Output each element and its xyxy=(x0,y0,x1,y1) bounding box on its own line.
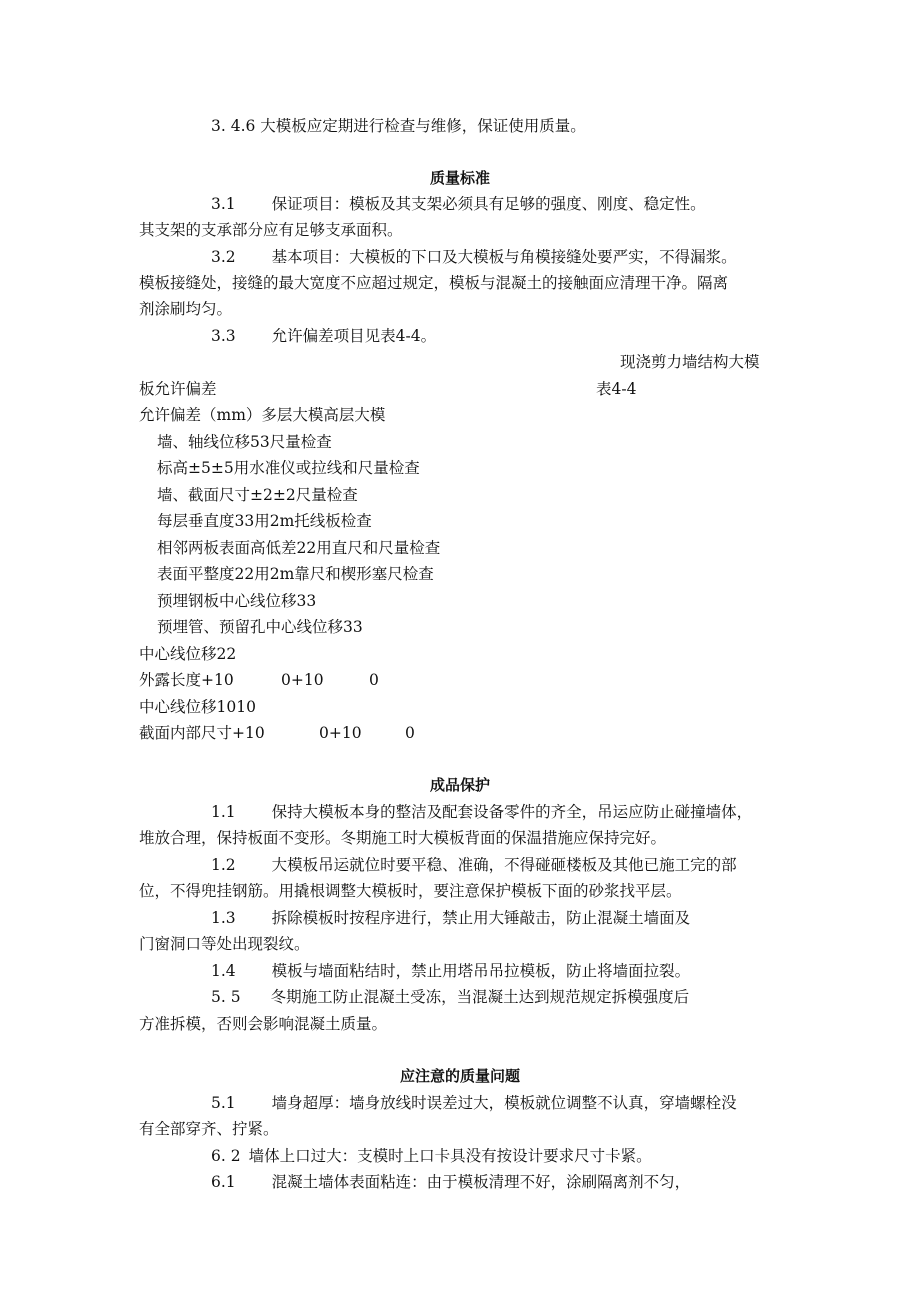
paragraph-1-2-line-2: 位，不得兜挂钢筋。用撬根调整大模板时，要注意保护模板下面的砂浆找平层。 xyxy=(139,882,682,900)
table-number: 表4-4 xyxy=(596,380,637,398)
paragraph-3-1-line-1: 3.1 保证项目：模板及其支架必须具有足够的强度、刚度、稳定性。 xyxy=(211,195,706,213)
table-row-section-size-value-2: 0 xyxy=(405,724,415,742)
heading-quality-standard: 质量标准 xyxy=(429,169,490,187)
paragraph-1-3-line-1: 1.3 拆除模板时按程序进行，禁止用大锤敲击，防止混凝土墙面及 xyxy=(211,909,691,927)
table-row: 预埋管、预留孔中心线位移33 xyxy=(157,618,363,636)
paragraph-5-5-line-2: 方准拆模，否则会影响混凝土质量。 xyxy=(139,1015,388,1033)
paragraph-1-3-line-2: 门窗洞口等处出现裂纹。 xyxy=(139,935,310,953)
paragraph-3-2-line-3: 剂涂刷均匀。 xyxy=(139,300,233,318)
paragraph-1-4-line-1: 1.4 模板与墙面粘结时，禁止用塔吊吊拉模板，防止将墙面拉裂。 xyxy=(211,962,691,980)
paragraph-5-1-line-1: 5.1 墙身超厚：墙身放线时误差过大，模板就位调整不认真，穿墙螺栓没 xyxy=(211,1094,737,1112)
table-header: 允许偏差（mm）多层大模高层大模 xyxy=(139,406,386,424)
paragraph-3-2-line-2: 模板接缝处，接缝的最大宽度不应超过规定，模板与混凝土的接触面应清理干净。隔离 xyxy=(139,274,729,292)
paragraph-3-3-line-1: 3.3 允许偏差项目见表4-4。 xyxy=(211,327,437,345)
intro-line: 3. 4.6 大模板应定期进行检查与维修，保证使用质量。 xyxy=(211,117,586,135)
paragraph-3-1-line-2: 其支架的支承部分应有足够支承面积。 xyxy=(139,221,403,239)
paragraph-6-2-line-1: 6. 2 墙体上口过大：支模时上口卡具没有按设计要求尺寸卡紧。 xyxy=(211,1147,652,1165)
heading-product-protection: 成品保护 xyxy=(429,776,490,794)
table-row: 中心线位移22 xyxy=(139,645,237,663)
table-row: 标高±5±5用水准仪或拉线和尺量检查 xyxy=(157,459,420,477)
paragraph-1-1-line-1: 1.1 保持大模板本身的整洁及配套设备零件的齐全，吊运应防止碰撞墙体， xyxy=(211,803,753,821)
paragraph-1-1-line-2: 堆放合理，保持板面不变形。冬期施工时大模板背面的保温措施应保持完好。 xyxy=(139,829,667,847)
table-row: 相邻两板表面高低差22用直尺和尺量检查 xyxy=(157,539,441,557)
paragraph-5-5-line-1: 5. 5 冬期施工防止混凝土受冻，当混凝土达到规范规定拆模强度后 xyxy=(211,988,690,1006)
table-title-left: 板允许偏差 xyxy=(139,380,217,398)
heading-quality-issues: 应注意的质量问题 xyxy=(399,1067,520,1085)
paragraph-3-2-line-1: 3.2 基本项目：大模板的下口及大模板与角模接缝处要严实，不得漏浆。 xyxy=(211,248,737,266)
table-row: 每层垂直度33用2m托线板检查 xyxy=(157,512,372,530)
table-row: 表面平整度22用2m靠尺和楔形塞尺检查 xyxy=(157,565,434,583)
table-row-exposed-length-value-1: 0+10 xyxy=(281,671,324,689)
table-row-section-size-label: 截面内部尺寸+10 xyxy=(139,724,265,742)
table-row: 预埋钢板中心线位移33 xyxy=(157,592,317,610)
paragraph-5-1-line-2: 有全部穿齐、拧紧。 xyxy=(139,1120,279,1138)
table-row-section-size-value-1: 0+10 xyxy=(319,724,362,742)
table-row-exposed-length-value-2: 0 xyxy=(369,671,379,689)
table-row: 墙、轴线位移53尺量检查 xyxy=(157,433,332,451)
table-title-right: 现浇剪力墙结构大模 xyxy=(620,353,760,371)
paragraph-6-1-line-1: 6.1 混凝土墙体表面粘连：由于模板清理不好，涂刷隔离剂不匀， xyxy=(211,1173,691,1191)
paragraph-1-2-line-1: 1.2 大模板吊运就位时要平稳、准确，不得碰砸楼板及其他已施工完的部 xyxy=(211,856,737,874)
table-row-exposed-length-label: 外露长度+10 xyxy=(139,671,234,689)
table-row: 墙、截面尺寸±2±2尺量检查 xyxy=(157,486,358,504)
table-row: 中心线位移1010 xyxy=(139,698,256,716)
